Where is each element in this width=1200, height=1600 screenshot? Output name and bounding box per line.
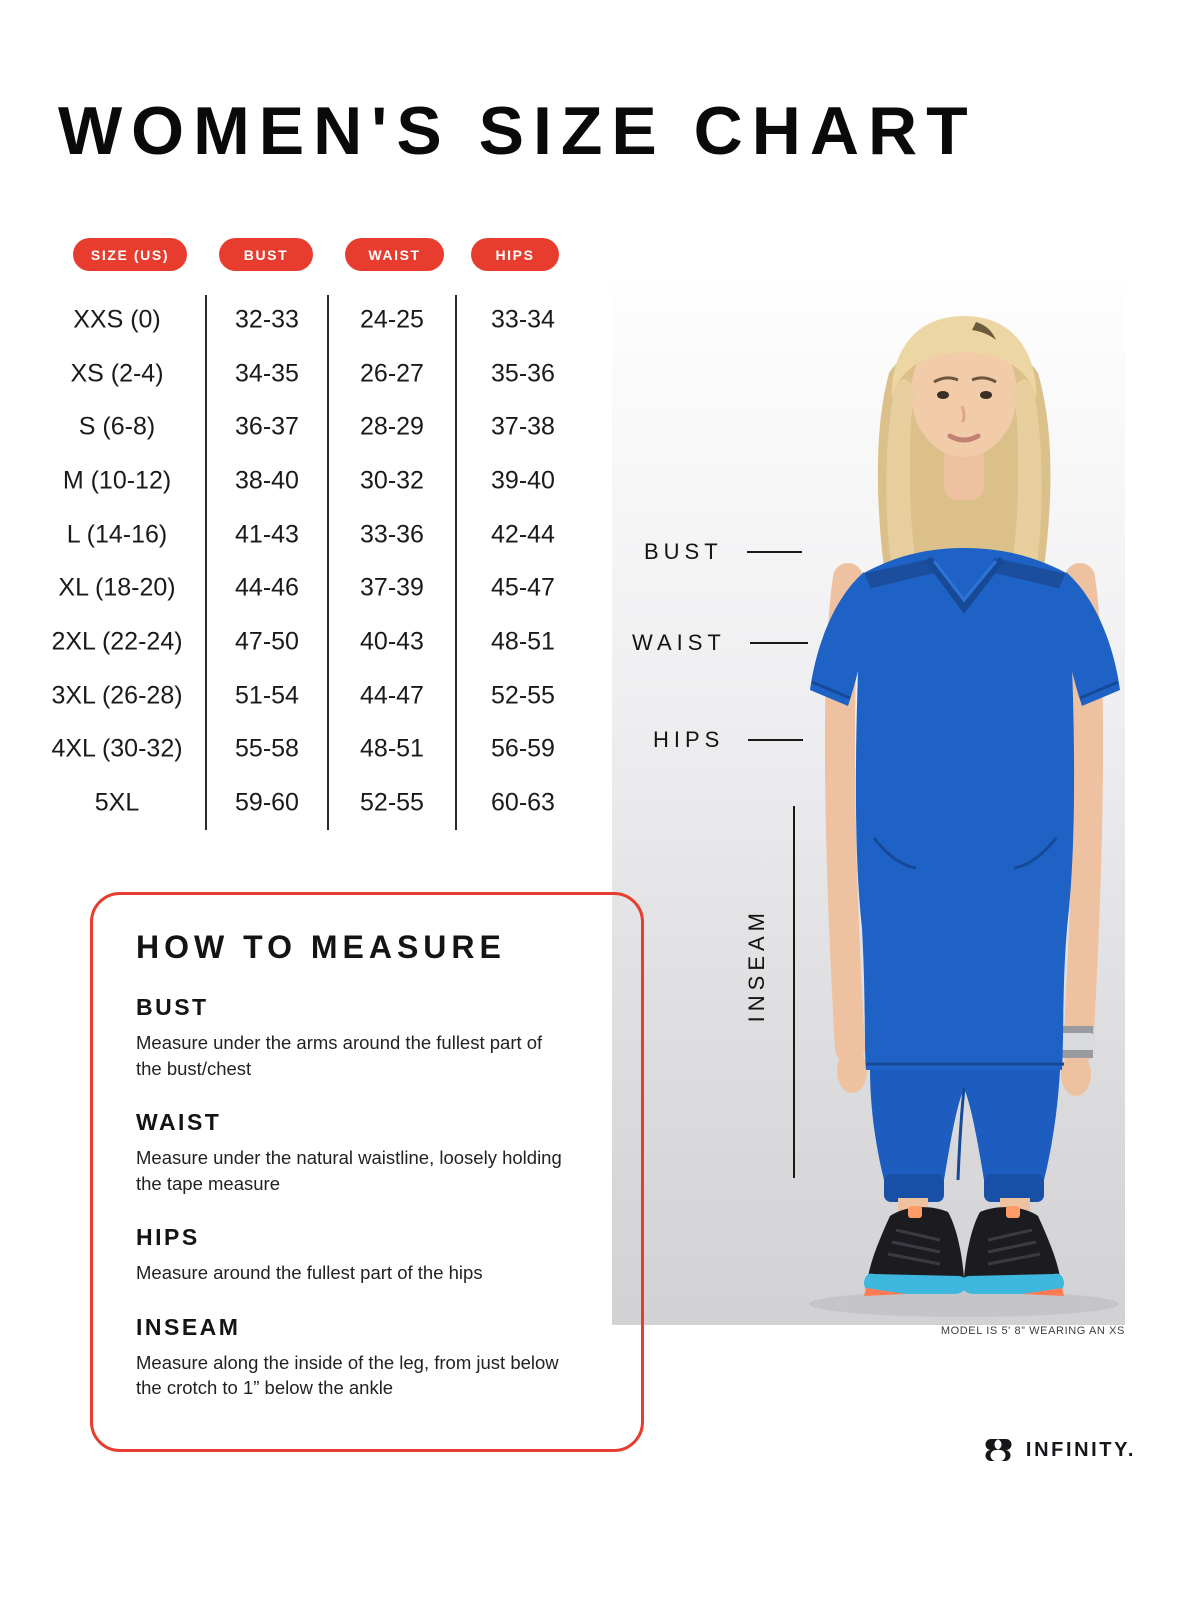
cell-waist: 24-25 (360, 305, 424, 334)
model-photo (612, 278, 1125, 1325)
header-pill-size: SIZE (US) (73, 238, 187, 271)
hips-pointer-label: HIPS (653, 727, 725, 752)
waist-pointer-label: WAIST (632, 630, 726, 655)
cell-bust: 32-33 (235, 305, 299, 334)
cell-size: XL (18-20) (58, 573, 176, 602)
cell-hips: 42-44 (491, 520, 555, 549)
table-divider (455, 295, 457, 830)
cell-size: XXS (0) (73, 305, 161, 334)
cell-hips: 35-36 (491, 359, 555, 388)
header-pill-bust: BUST (219, 238, 313, 271)
cell-waist: 44-47 (360, 681, 424, 710)
how-to-measure-title: HOW TO MEASURE (136, 929, 506, 965)
cell-bust: 59-60 (235, 788, 299, 817)
table-row (0, 669, 600, 723)
table-row (0, 347, 600, 401)
hips-pointer (653, 727, 803, 753)
measure-section-title: HIPS (136, 1224, 200, 1251)
table-row (0, 723, 600, 777)
cell-hips: 60-63 (491, 788, 555, 817)
bust-pointer (644, 539, 802, 565)
infinity-logo-text: INFINITY. (1025, 1438, 1136, 1461)
table-row (0, 776, 600, 830)
measure-section-title: WAIST (136, 1109, 222, 1136)
measure-section-text: Measure around the fullest part of the hips (136, 1262, 483, 1284)
cell-size: 4XL (30-32) (51, 734, 183, 763)
cell-size: 2XL (22-24) (51, 627, 183, 656)
cell-bust: 44-46 (235, 573, 299, 602)
cell-waist: 48-51 (360, 734, 424, 763)
cell-size: 5XL (94, 788, 140, 817)
table-row (0, 561, 600, 615)
table-divider (205, 295, 207, 830)
header-pill-hips: HIPS (471, 238, 559, 271)
inseam-pointer-label: INSEAM (744, 908, 769, 1023)
inseam-pointer-line (793, 806, 795, 1178)
table-divider (327, 295, 329, 830)
cell-hips: 39-40 (491, 466, 555, 495)
cell-hips: 37-38 (491, 412, 555, 441)
waist-pointer (632, 630, 808, 656)
waist-pointer-line (750, 642, 808, 644)
measure-sections (136, 994, 641, 1401)
cell-hips: 33-34 (491, 305, 555, 334)
cell-bust: 34-35 (235, 359, 299, 388)
cell-hips: 56-59 (491, 734, 555, 763)
header-pill-waist: WAIST (345, 238, 444, 271)
model-illustration (612, 278, 1125, 1325)
cell-bust: 51-54 (235, 681, 299, 710)
cell-waist: 33-36 (360, 520, 424, 549)
cell-size: XS (2-4) (70, 359, 164, 388)
cell-size: S (6-8) (78, 412, 156, 441)
cell-bust: 36-37 (235, 412, 299, 441)
cell-waist: 52-55 (360, 788, 424, 817)
infinity-logo-icon (982, 1438, 1014, 1462)
table-row (0, 400, 600, 454)
cell-size: 3XL (26-28) (51, 681, 183, 710)
cell-bust: 41-43 (235, 520, 299, 549)
page-title: WOMEN'S SIZE CHART (58, 93, 977, 169)
cell-bust: 47-50 (235, 627, 299, 656)
hips-pointer-line (748, 739, 803, 741)
model-caption: MODEL IS 5' 8” WEARING AN XS (940, 1325, 1125, 1337)
size-table-rows (0, 293, 600, 830)
cell-waist: 30-32 (360, 466, 424, 495)
table-row (0, 454, 600, 508)
brand-logo (982, 1438, 1136, 1462)
cell-waist: 37-39 (360, 573, 424, 602)
measure-section-text: Measure along the inside of the leg, from just below the crotch to 1” below the ankle (136, 1351, 559, 1399)
cell-hips: 48-51 (491, 627, 555, 656)
how-to-measure-box (90, 892, 644, 1452)
cell-size: M (10-12) (62, 466, 172, 495)
measure-section-text: Measure under the natural waistline, loosely holding the tape measure (136, 1147, 562, 1194)
cell-waist: 26-27 (360, 359, 424, 388)
cell-waist: 40-43 (360, 627, 424, 656)
measure-section-text: Measure under the arms around the fullest part of the bust/chest (136, 1032, 543, 1079)
cell-bust: 55-58 (235, 734, 299, 763)
bust-pointer-label: BUST (644, 539, 723, 564)
table-row (0, 293, 600, 347)
cell-hips: 52-55 (491, 681, 555, 710)
cell-size: L (14-16) (66, 520, 168, 549)
bust-pointer-line (747, 551, 802, 553)
cell-waist: 28-29 (360, 412, 424, 441)
cell-hips: 45-47 (491, 573, 555, 602)
table-row (0, 508, 600, 562)
measure-section-title: BUST (136, 994, 209, 1020)
measure-section-title: INSEAM (136, 1313, 241, 1340)
cell-bust: 38-40 (235, 466, 299, 495)
table-row (0, 615, 600, 669)
